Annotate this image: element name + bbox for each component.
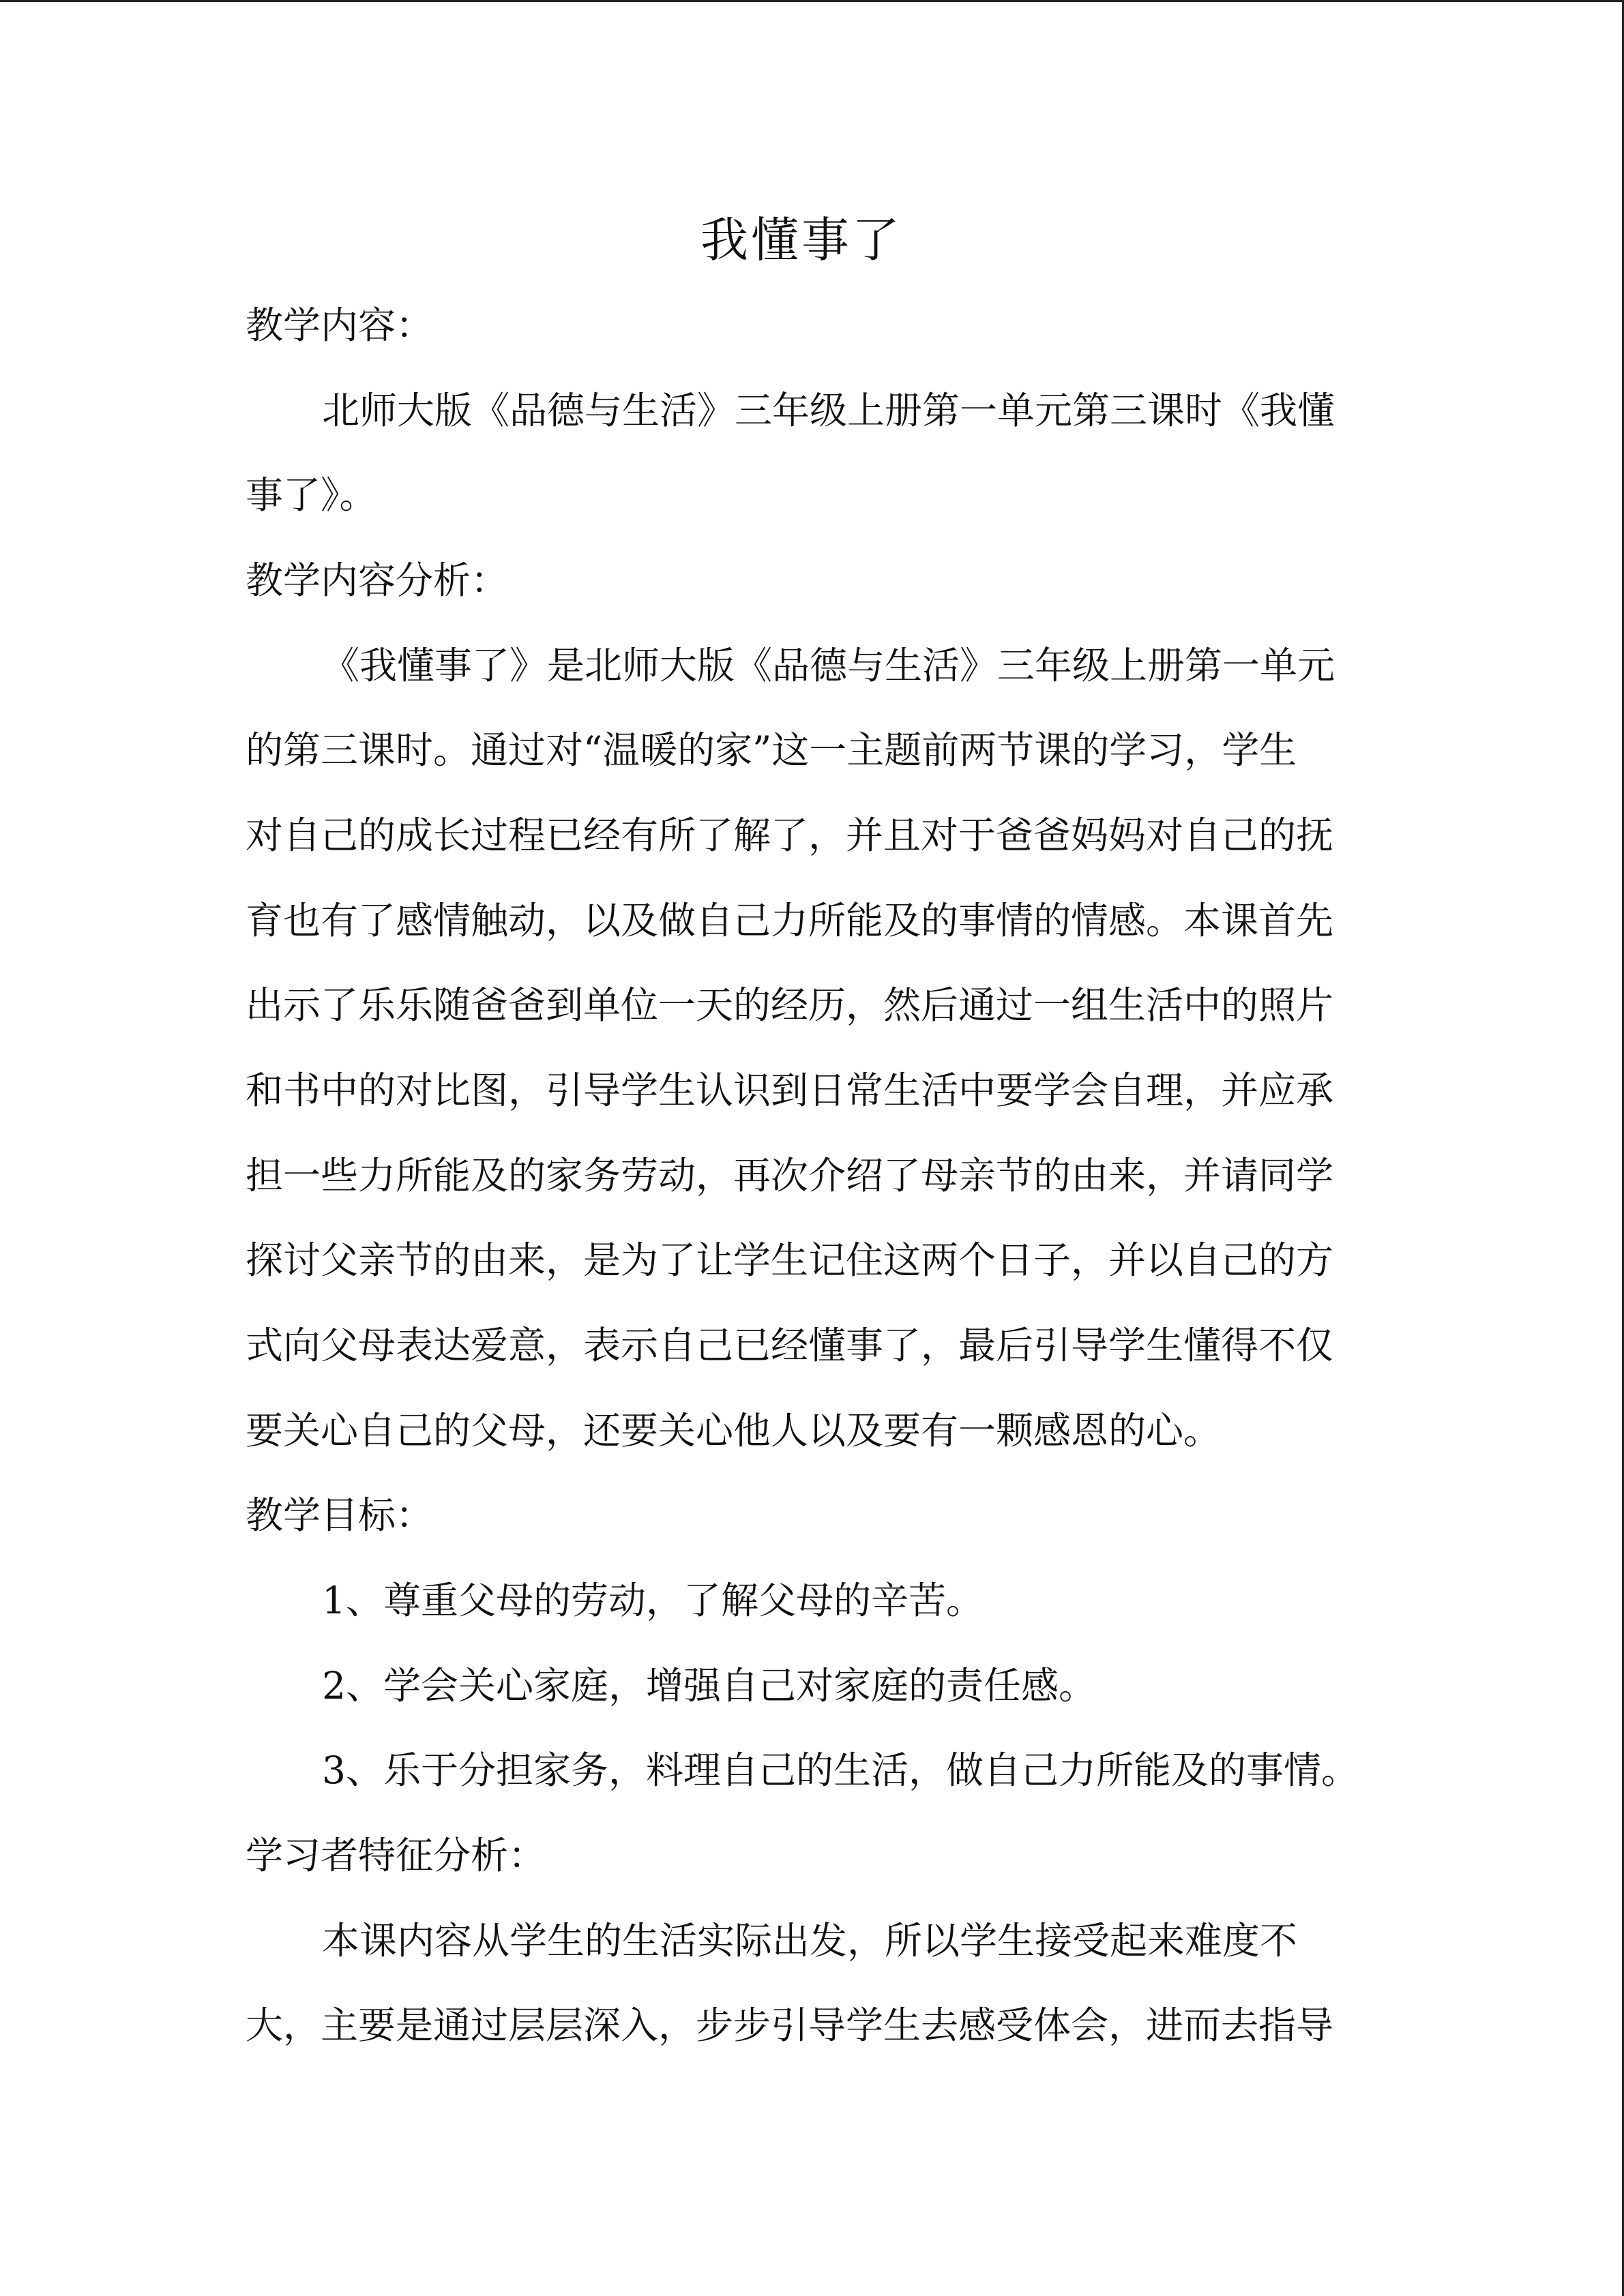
paragraph-line: 育也有了感情触动，以及做自己力所能及的事情的情感。本课首先	[246, 899, 1334, 942]
paragraph-line: 和书中的对比图，引导学生认识到日常生活中要学会自理，并应承	[246, 1069, 1334, 1112]
paragraph-line: 本课内容从学生的生活实际出发，所以学生接受起来难度不	[322, 1919, 1298, 1963]
paragraph-line: 大，主要是通过层层深入，步步引导学生去感受体会，进而去指导	[246, 2003, 1334, 2047]
document-title: 我懂事了	[700, 212, 902, 268]
page-top-border	[0, 0, 1624, 2]
section-heading-analysis: 教学内容分析：	[246, 558, 509, 602]
paragraph-line: 式向父母表达爱意，表示自己已经懂事了，最后引导学生懂得不仅	[246, 1324, 1334, 1367]
objective-item: 2、学会关心家庭，增强自己对家庭的责任感。	[322, 1664, 1096, 1708]
section-heading-content: 教学内容：	[246, 303, 434, 347]
paragraph-line: 探讨父亲节的由来，是为了让学生记住这两个日子，并以自己的方	[246, 1238, 1334, 1282]
paragraph-line: 的第三课时。通过对“温暖的家”这一主题前两节课的学习，学生	[246, 728, 1297, 772]
paragraph-line: 出示了乐乐随爸爸到单位一天的经历，然后通过一组生活中的照片	[246, 983, 1334, 1027]
paragraph-line: 北师大版《品德与生活》三年级上册第一单元第三课时《我懂	[322, 389, 1335, 432]
section-heading-objectives: 教学目标：	[246, 1493, 434, 1537]
objective-item: 1、尊重父母的劳动，了解父母的辛苦。	[322, 1579, 984, 1622]
section-heading-learners: 学习者特征分析：	[246, 1834, 546, 1877]
paragraph-line: 要关心自己的父母，还要关心他人以及要有一颗感恩的心。	[246, 1409, 1222, 1452]
paragraph-line: 事了》。	[246, 473, 377, 517]
objective-item: 3、乐于分担家务，料理自己的生活，做自己力所能及的事情。	[322, 1748, 1359, 1792]
paragraph-line: 担一些力所能及的家务劳动，再次介绍了母亲节的由来，并请同学	[246, 1154, 1334, 1197]
paragraph-line: 《我懂事了》是北师大版《品德与生活》三年级上册第一单元	[322, 644, 1335, 687]
paragraph-line: 对自己的成长过程已经有所了解了，并且对于爸爸妈妈对自己的抚	[246, 814, 1334, 857]
